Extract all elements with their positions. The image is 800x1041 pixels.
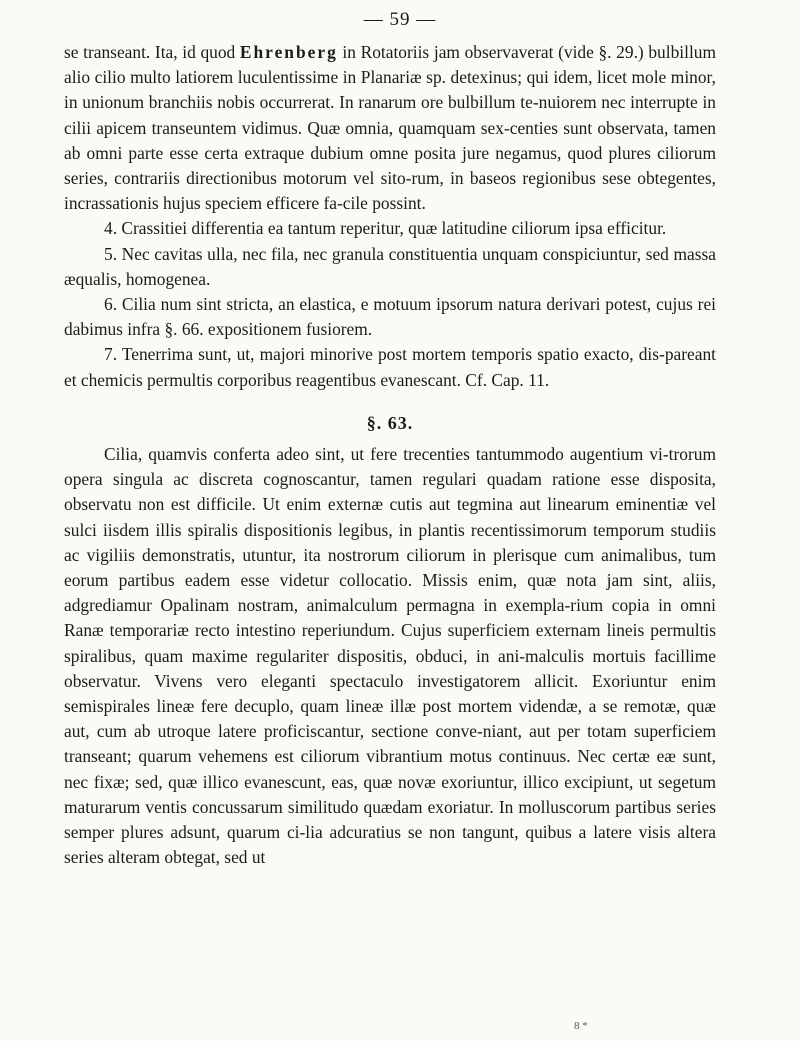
numbered-item-5: 5. Nec cavitas ulla, nec fila, nec granula constituentia unquam conspiciuntur, sed massa æqualis, homogenea. (64, 243, 716, 289)
numbered-item-6: 6. Cilia num sint stricta, an elastica, e motuum ipsorum natura derivari potest, cujus rei dabimus infra §. 66. expositionem fusiorem. (64, 294, 716, 340)
author-name: Ehrenberg (239, 42, 338, 62)
signature-mark: 8 * (574, 1020, 588, 1032)
text-run: in Rotatoriis jam observaverat (vide §. 29.) bulbillum alio cilio multo latiorem luculentissime in Planariæ sp. detexinus; qui idem, licet mole minor, in unionum branchiis nobis occurrerat. In ranarum ore bulbillum te-nuiorem nec interrupte in cilii apicem transeuntem vidimus. Quæ omnia, quamquam sex-centies sunt observata, tamen ab omni parte esse certa extraque dubium omne posita jure negamus, quod plures ciliorum series, contrariis directionibus motorum vel sito-rum, in baseos regionibus sese obtegentes, incrassationis hujus speciem efficere fa-cile possint. (64, 42, 716, 214)
text-run: se transeant. Ita, id quod (64, 42, 240, 62)
paragraph-continuation (64, 40, 716, 216)
numbered-item-7: 7. Tenerrima sunt, ut, majori minorive post mortem temporis spatio exacto, dis-pareant et chemicis permultis corporibus reagentibus evanescant. Cf. Cap. 11. (64, 344, 716, 390)
section-heading: §. 63. (366, 412, 414, 433)
numbered-item-4: 4. Crassitiei differentia ea tantum reperitur, quæ latitudine ciliorum ipsa efficitur. (104, 218, 667, 239)
body-text (64, 40, 716, 871)
main-paragraph: Cilia, quamvis conferta adeo sint, ut fere trecenties tantummodo augentium vi-trorum opera singula ac discreta cognoscantur, tamen regulari quadam ratione esse disposita, observatu non est difficile. Ut enim externæ cutis aut tegmina aut linearum eminentiæ vel sulci iisdem illis spiralis dispositionis legibus, in plantis recentissimorum temporum studiis ac vigiliis demonstratis, utuntur, ita nostrorum ciliorum in plerisque cum animalibus, tum eorum partibus eadem esse videtur collocatio. Missis enim, quæ nota jam sint, aliis, adgrediamur Opalinam nostram, animalculum permagna in exempla-rium copia in omni Ranæ temporariæ recto intestino reperiundum. Cujus superficiem externam lineis permultis spiralibus, quam maxime regulariter dispositis, obduci, in ani-malculis mortuis facillime observatur. Vivens vero eleganti spectaculo investigatorem allicit. Exoriuntur enim semispirales lineæ fere decuplo, quam lineæ illæ post mortem videndæ, a se remotæ, quæ aut, cum ab utroque latere proficiscantur, sectione conve-niant, aut per totam superficiem transeant; quarum vehemens est ciliorum vibrantium motus continuus. Nec certæ eæ sunt, nec fixæ; sed, quæ illico evanescunt, eas, quæ novæ exoriuntur, illico excipiunt, ut segetum maturarum ventis concussarum similitudo quædam exoriatur. In molluscorum partibus series semper plures adsunt, quarum ci-lia adcuratius se non tangunt, quibus a latere visis altera series alteram obtegat, sed ut (64, 444, 716, 868)
page-number: — 59 — (363, 9, 437, 30)
